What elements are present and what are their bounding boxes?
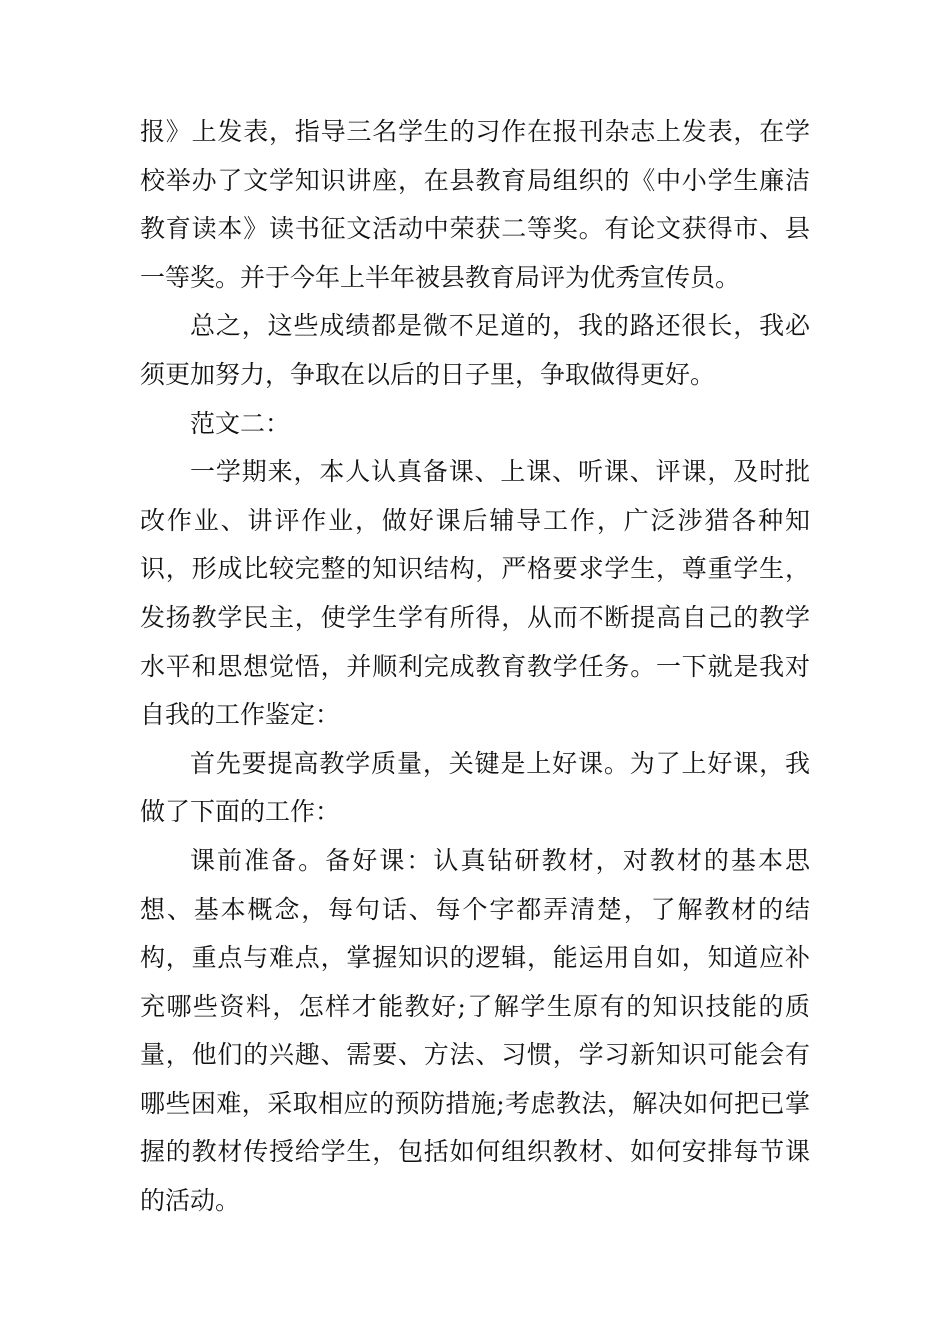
section-heading-sample-two: 范文二：: [190, 408, 291, 438]
document-page: [140, 108, 810, 1226]
paragraph-lesson-preparation: 课前准备。备好课：认真钻研教材，对教材的基本思想、基本概念，每句话、每个字都弄清楚，了解教材的结构，重点与难点，掌握知识的逻辑，能运用自如，知道应补充哪些资料，怎样才能教好;了解学生原有的知识技能的质量，他们的兴趣、需要、方法、习惯，学习新知识可能会有哪些困难，采取相应的预防措施;考虑教法，解决如何把已掌握的教材传授给学生，包括如何组织教材、如何安排每节课的活动。: [140, 845, 810, 1216]
paragraph-semester-summary: 一学期来，本人认真备课、上课、听课、评课，及时批改作业、讲评作业，做好课后辅导工作，广泛涉猎各种知识，形成比较完整的知识结构，严格要求学生，尊重学生，发扬教学民主，使学生学有所得，从而不断提高自己的教学水平和思想觉悟，并顺利完成教育教学任务。一下就是我对自我的工作鉴定：: [140, 457, 810, 730]
paragraph-conclusion: 总之，这些成绩都是微不足道的，我的路还很长，我必须更加努力，争取在以后的日子里，争取做得更好。: [140, 311, 810, 389]
paragraph-continuation: 报》上发表，指导三名学生的习作在报刊杂志上发表，在学校举办了文学知识讲座，在县教育局组织的《中小学生廉洁教育读本》读书征文活动中荣获二等奖。有论文获得市、县一等奖。并于今年上半年被县教育局评为优秀宣传员。: [140, 117, 810, 292]
paragraph-teaching-quality: 首先要提高教学质量，关键是上好课。为了上好课，我做了下面的工作：: [140, 748, 810, 827]
